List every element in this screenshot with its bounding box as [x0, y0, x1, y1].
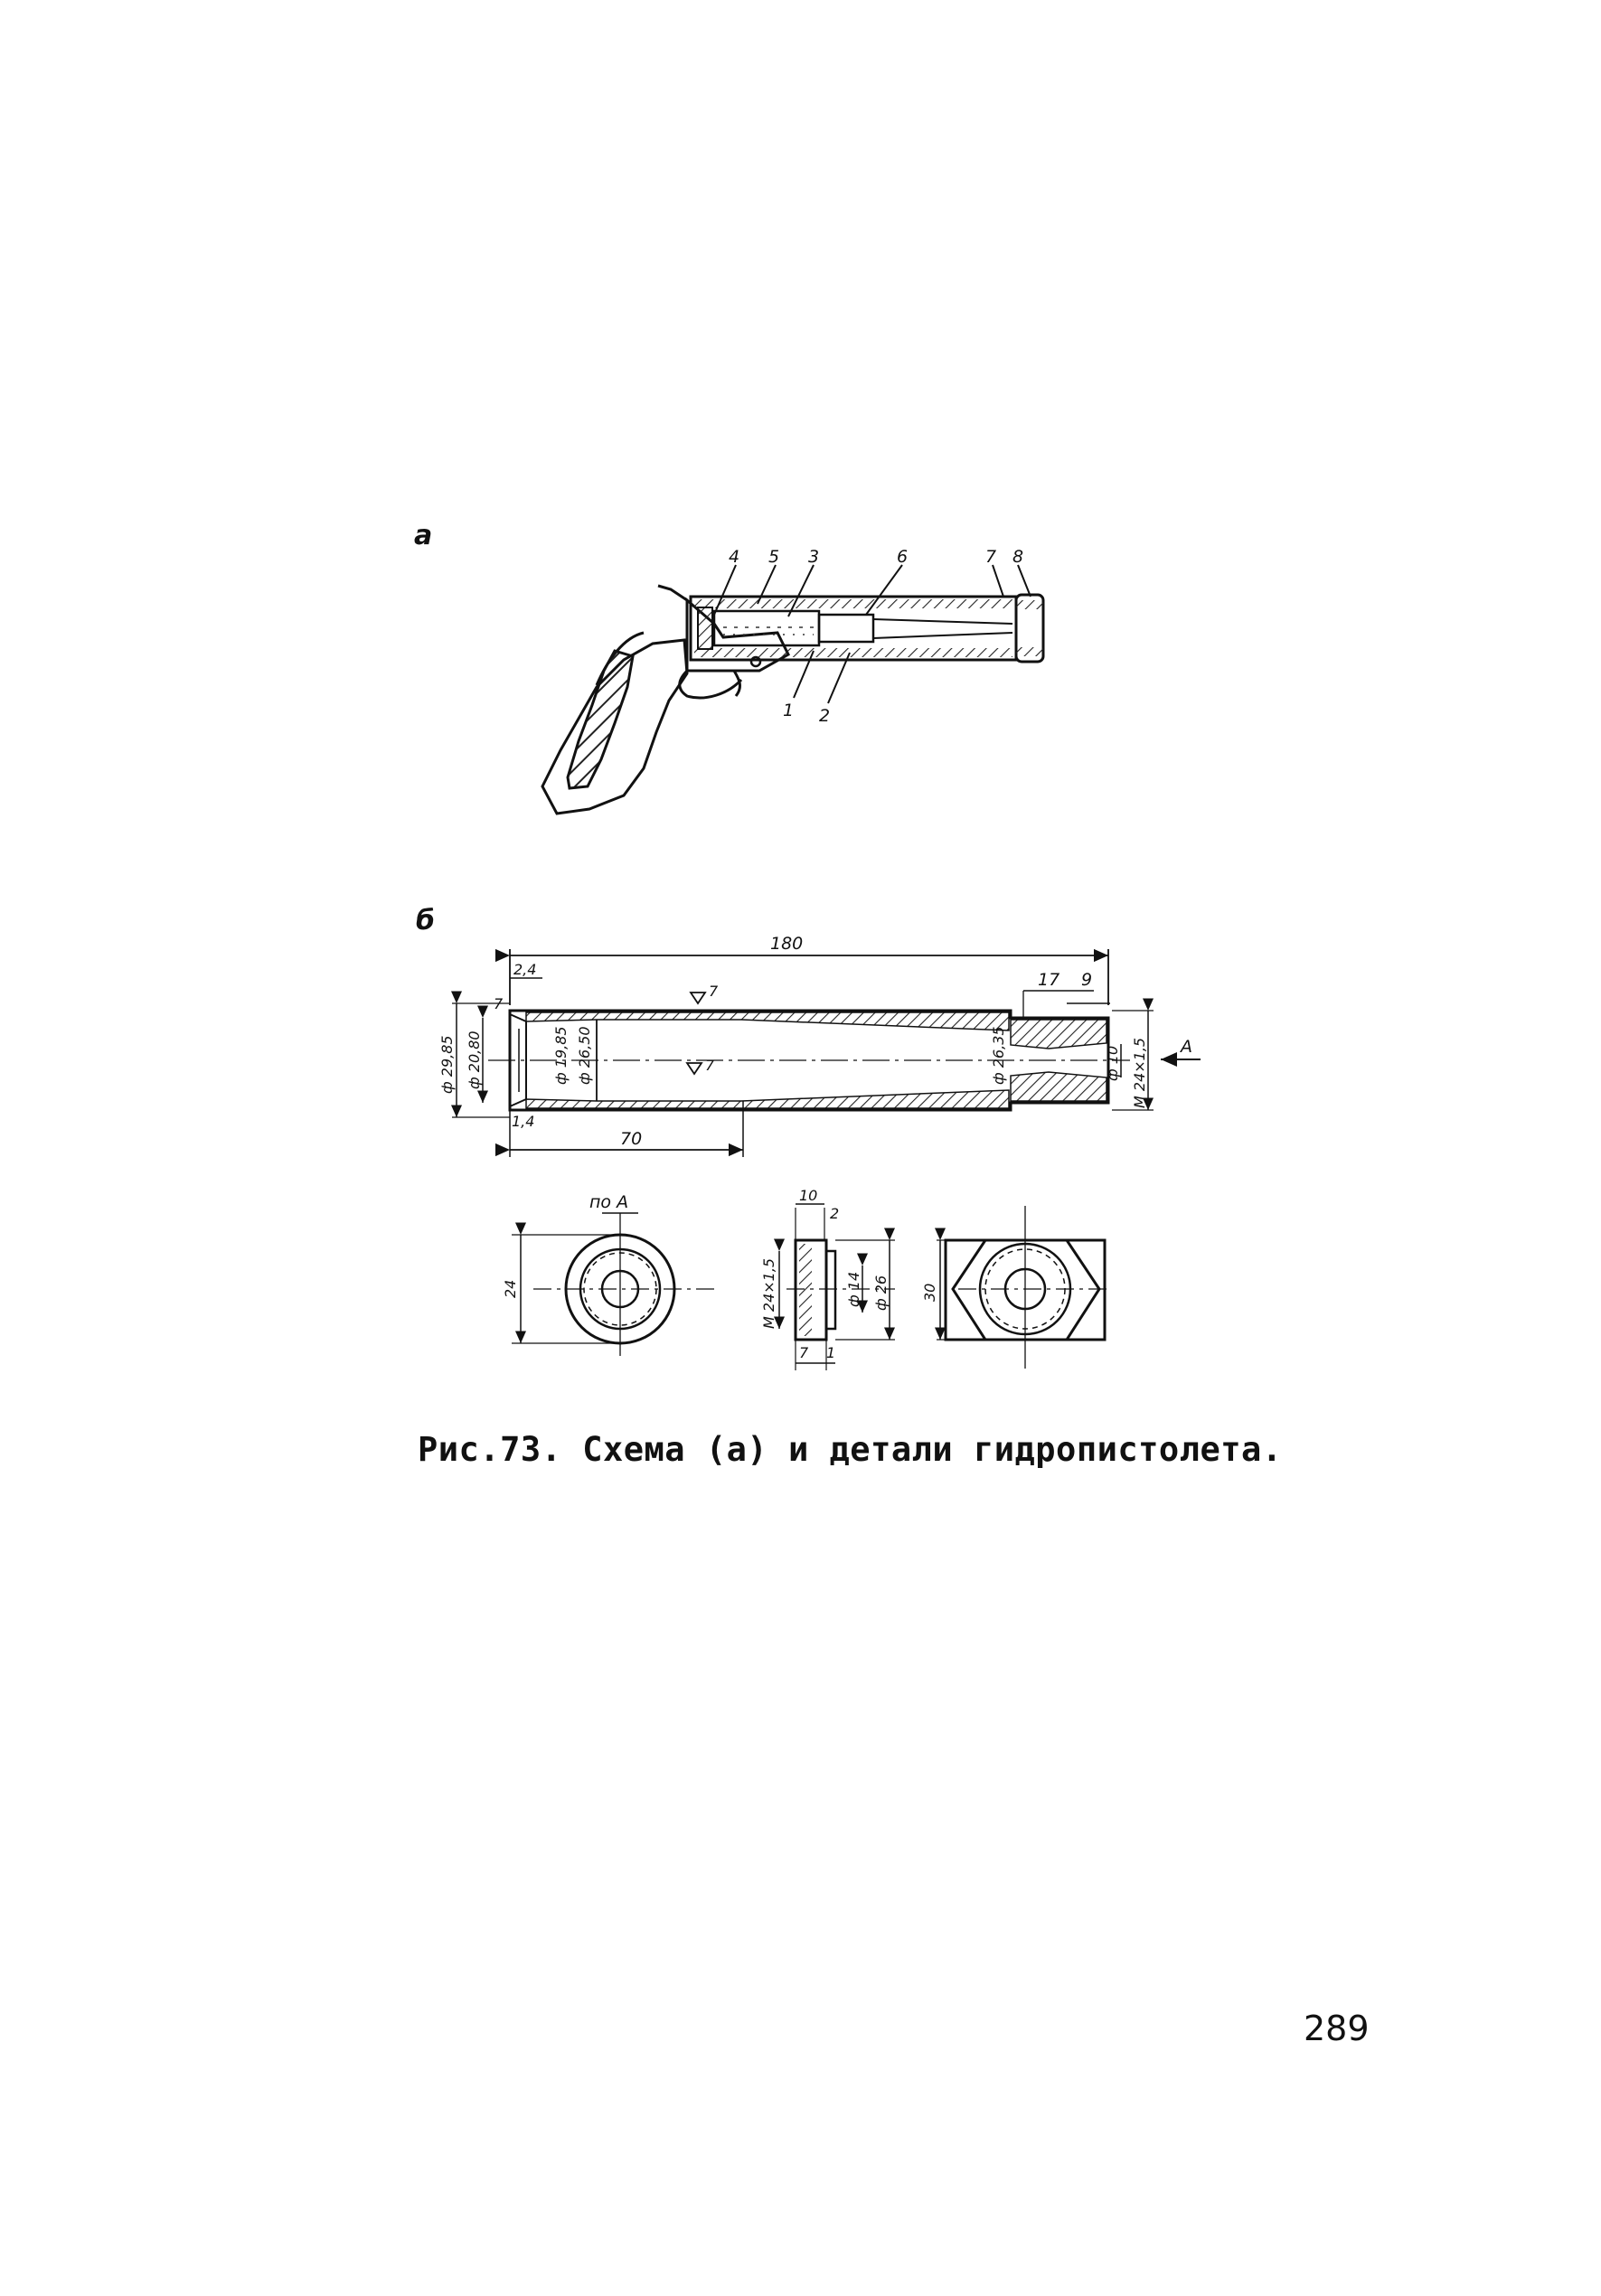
nut-dia-26: ф 26 — [872, 1275, 890, 1311]
dim-dia-10: ф 10 — [1104, 1045, 1121, 1081]
dim-dia-2635: ф 26,35 — [990, 1026, 1007, 1085]
nut-side-view — [760, 1187, 895, 1370]
roughness-bottom: 7 — [705, 1057, 715, 1074]
page-number: 289 — [1304, 2009, 1370, 2048]
figure-caption: Рис.73. Схема (а) и детали гидропистолета. — [418, 1430, 1283, 1469]
nut-dim-1: 1 — [826, 1344, 836, 1361]
part-label-7: 7 — [985, 547, 997, 567]
nut-dim-7: 7 — [799, 1344, 809, 1361]
part-label-3: 3 — [808, 547, 820, 567]
view-a — [502, 1192, 714, 1356]
roughness-top: 7 — [709, 983, 719, 1000]
part-label-5: 5 — [768, 547, 780, 567]
part-label-8: 8 — [1012, 547, 1024, 567]
dim-dia-2650: ф 26,50 — [576, 1026, 593, 1085]
barrel-drawing — [416, 905, 1201, 1157]
nut-width-10: 10 — [799, 1187, 818, 1204]
dim-dia-1985: ф 19,85 — [552, 1026, 570, 1085]
dim-24: 24 — [502, 1279, 519, 1298]
dim-overall-length: 180 — [770, 934, 804, 954]
dim-chamfer-bottom: 1,4 — [512, 1113, 535, 1130]
view-a-label: по А — [589, 1192, 629, 1212]
panel-b-letter: б — [416, 905, 435, 936]
dim-dia-inner: ф 20,80 — [466, 1030, 483, 1089]
dim-thread: М 24×1,5 — [1131, 1037, 1148, 1108]
hex-nut-view — [921, 1206, 1112, 1369]
pistol-schematic — [414, 520, 1043, 814]
part-label-4: 4 — [729, 547, 740, 567]
dim-segment-17: 17 — [1038, 970, 1060, 990]
part-label-2: 2 — [819, 706, 831, 726]
dim-segment-9: 9 — [1081, 970, 1093, 990]
panel-a-letter: а — [414, 520, 433, 551]
part-label-6: 6 — [897, 547, 909, 567]
nut-dim-2: 2 — [830, 1205, 840, 1222]
hex-dim-30: 30 — [921, 1283, 938, 1302]
dim-offset-2-4: 2,4 — [513, 961, 537, 978]
nut-dia-14: ф 14 — [845, 1271, 862, 1307]
dim-chamfer-top: 7 — [494, 995, 504, 1012]
nut-thread: М 24×1,5 — [760, 1257, 777, 1329]
arrow-a-label: А — [1181, 1037, 1192, 1057]
dim-dia-outer: ф 29,85 — [438, 1035, 456, 1094]
dim-length-70: 70 — [620, 1129, 643, 1149]
part-label-1: 1 — [783, 701, 795, 720]
